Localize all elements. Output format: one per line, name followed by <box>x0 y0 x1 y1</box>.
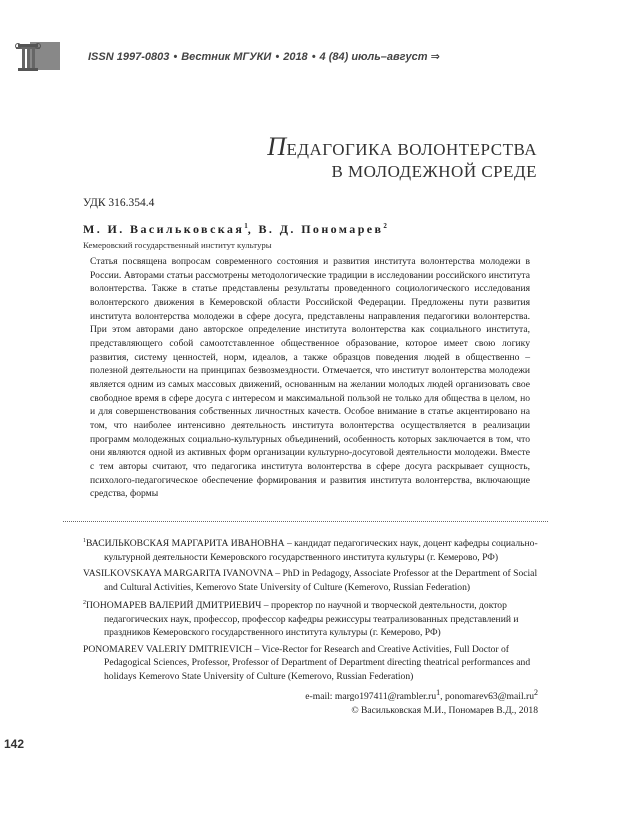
title-line-2: В МОЛОДЕЖНОЙ СРЕДЕ <box>331 162 537 181</box>
email-1-ref: 1 <box>436 688 441 698</box>
email-line <box>83 686 538 704</box>
footnote-1-marker: 1 <box>83 538 86 544</box>
column-icon <box>14 40 44 74</box>
author-footnotes <box>83 535 538 718</box>
author-1: М. И. Васильковская <box>83 222 245 236</box>
email-separator: , <box>440 691 445 703</box>
footnote-divider <box>63 521 548 522</box>
author-separator: , <box>247 222 259 236</box>
footnote-1-en: VASILKOVSKAYA MARGARITA IVANOVNA – PhD in Pedagogy, Associate Professor at the Department of Social and Cultural Activities, Kemerovo State University of Culture (Kemerovo, Russian Federation) <box>83 568 538 593</box>
author-2-ref: 2 <box>383 222 387 230</box>
journal-year: 2018 <box>283 51 308 63</box>
author-2: В. Д. Пономарев <box>258 222 384 236</box>
journal-name: Вестник МГУКИ <box>181 51 272 63</box>
email-2-ref: 2 <box>534 688 538 698</box>
footnote-2-marker: 2 <box>83 600 86 607</box>
title-initial: П <box>267 132 287 161</box>
email-label: e-mail: <box>305 691 335 703</box>
footnote-1-ru-text: ВАСИЛЬКОВСКАЯ МАРГАРИТА ИВАНОВНА – кандидат педагогических наук, доцент кафедры социально-культурной деятельности Кемеровского государственного института культуры (г. Кемерово, РФ) <box>86 538 538 563</box>
arrow-right-icon: ⇒ <box>430 51 440 63</box>
title-line-1: ЕДАГОГИКА ВОЛОНТЕРСТВА <box>286 140 537 159</box>
article-title <box>267 132 537 183</box>
footnote-2-ru-text: ПОНОМАРЕВ ВАЛЕРИЙ ДМИТРИЕВИЧ – проректор по научной и творческой деятельности, доктор педагогических наук, профессор, профессор кафедры режиссуры театрализованных представлений и праздников Кемеровского государственного института культуры (г. Кемерово, РФ) <box>86 600 519 639</box>
abstract: Статья посвящена вопросам современного состояния и развития института волонтерства молодежи в России. Авторами статьи рассмотрены методологические традиции в исследовании российского института волонтерства. Также в статье представлены результаты проведенного социологического исследования волонтерского движения в Кемеровской области Российской Федерации. Предложены пути развития института волонтерства молодежи в сфере досуга, представлены направления педагогики волонтерства. При этом авторами дано авторское определение института волонтерства как социального института, представляющего собой самоотставленное общественное образование, которое имеет свою логику развития, систему ценностей, норм, идеалов, а также образцов поведения людей в общественно – полезной деятельности на принципах безвозмездности. Отмечается, что институт волонтерства молодежи является одним из самых массовых движений, основанным на желании молодых людей организовать свое свободное время в сфере досуга с интересом и максимальной пользой не только для общества в целом, но и для совершенствования собственных личностных качеств. Особое внимание в статье акцентировано на том, что наиболее интенсивно деятельность института волонтерства осуществляется в реализации программ молодежных социально-культурных объединений, особенность которых заключается в том, что они являются одной из активных форм организации культурно-досуговой деятельности молодежи. Вместе с тем авторы считают, что педагогика института волонтерства в сфере досуга раскрывает сущность, психолого-педагогическое обеспечение формирования и развития института волонтерства, включающие средства, формы <box>90 256 530 500</box>
journal-info-line: ISSN 1997-0803 • Вестник МГУКИ • 2018 • 4 (84) июль–август ⇒ <box>88 51 440 63</box>
journal-header <box>14 40 604 78</box>
journal-issue: 4 (84) июль–август <box>319 51 428 63</box>
issn: ISSN 1997-0803 <box>88 51 170 63</box>
footnote-2-ru <box>83 597 538 640</box>
copyright: © Васильковская М.И., Пономарев В.Д., 2018 <box>351 705 538 717</box>
affiliation: Кемеровский государственный институт культуры <box>83 240 272 250</box>
author-line <box>83 222 387 237</box>
email-link-2[interactable]: ponomarev63@mail.ru <box>444 691 534 703</box>
contacts <box>83 686 538 717</box>
udk-code: УДК 316.354.4 <box>83 197 155 209</box>
author-1-ref: 1 <box>244 222 248 230</box>
page-number: 142 <box>4 737 25 751</box>
journal-logo <box>14 40 64 74</box>
footnote-2-en: PONOMAREV VALERIY DMITRIEVICH – Vice-Rector for Research and Creative Activities, Full Doctor of Pedagogical Sciences, Professor, Professor of Department of Department directing theatrical performances and holidays Kemerovo State University of Culture (Kemerovo, Russian Federation) <box>83 643 531 682</box>
footnote-1-ru <box>83 535 538 564</box>
email-link-1[interactable]: margo197411@rambler.ru <box>334 691 437 703</box>
